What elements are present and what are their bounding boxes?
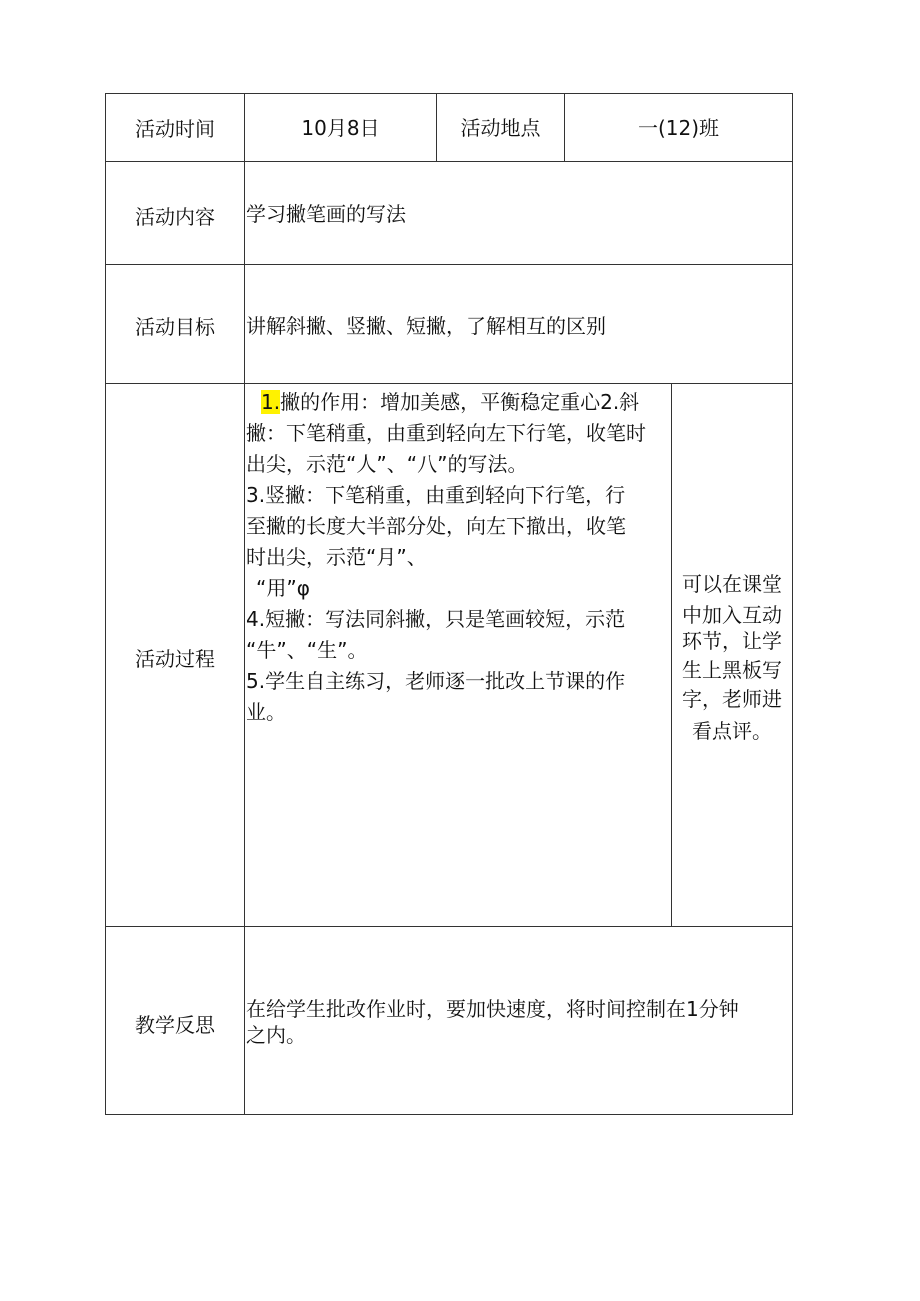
row-divider bbox=[105, 383, 793, 384]
process-line bbox=[261, 387, 639, 418]
process-line-text: 撇的作用：增加美感，平衡稳定重心2.斜 bbox=[280, 390, 640, 414]
note-line: 字，老师进 bbox=[682, 687, 782, 711]
row-divider bbox=[105, 926, 793, 927]
goal-label: 活动目标 bbox=[135, 315, 215, 339]
content-label: 活动内容 bbox=[135, 205, 215, 229]
place-value: 一(12)班 bbox=[637, 116, 720, 140]
process-line: “用”φ bbox=[256, 576, 310, 600]
process-line: 业。 bbox=[246, 700, 286, 724]
note-line: 环节，让学 bbox=[682, 629, 782, 653]
content-value: 学习撇笔画的写法 bbox=[246, 202, 406, 226]
table-border-left bbox=[105, 93, 106, 1115]
place-label: 活动地点 bbox=[460, 116, 541, 140]
process-line: 3.竖撇：下笔稍重，由重到轻向下行笔，行 bbox=[246, 483, 626, 507]
reflection-line: 之内。 bbox=[246, 1023, 306, 1047]
row-divider bbox=[105, 264, 793, 265]
highlighted-number: 1. bbox=[261, 390, 281, 414]
table-border-bottom bbox=[105, 1114, 793, 1115]
process-line: 5.学生自主练习，老师逐一批改上节课的作 bbox=[246, 669, 626, 693]
process-line: “牛”、“生”。 bbox=[246, 638, 368, 662]
table-border-top bbox=[105, 93, 793, 94]
process-line: 撇：下笔稍重，由重到轻向左下行笔，收笔时 bbox=[246, 421, 646, 445]
time-value: 10月8日 bbox=[301, 116, 380, 140]
note-line: 中加入互动 bbox=[682, 603, 782, 627]
time-label: 活动时间 bbox=[135, 117, 215, 141]
table-border-right bbox=[792, 93, 793, 1115]
process-label: 活动过程 bbox=[135, 647, 215, 671]
row-divider bbox=[105, 161, 793, 162]
label-column-divider bbox=[244, 93, 245, 1115]
process-line: 至撇的长度大半部分处，向左下撤出，收笔 bbox=[246, 514, 626, 538]
reflection-line: 在给学生批改作业时，要加快速度，将时间控制在1分钟 bbox=[246, 997, 739, 1021]
note-line: 可以在课堂 bbox=[682, 572, 782, 596]
goal-value: 讲解斜撇、竖撇、短撇，了解相互的区别 bbox=[246, 314, 606, 338]
process-line: 出尖，示范“人”、“八”的写法。 bbox=[246, 452, 528, 476]
process-line: 4.短撇：写法同斜撇，只是笔画较短，示范 bbox=[246, 607, 626, 631]
note-line: 生上黑板写 bbox=[682, 658, 782, 682]
note-line: 看点评。 bbox=[692, 719, 772, 743]
process-line: 时出尖，示范“月”、 bbox=[246, 545, 427, 569]
reflection-label: 教学反思 bbox=[135, 1013, 215, 1037]
